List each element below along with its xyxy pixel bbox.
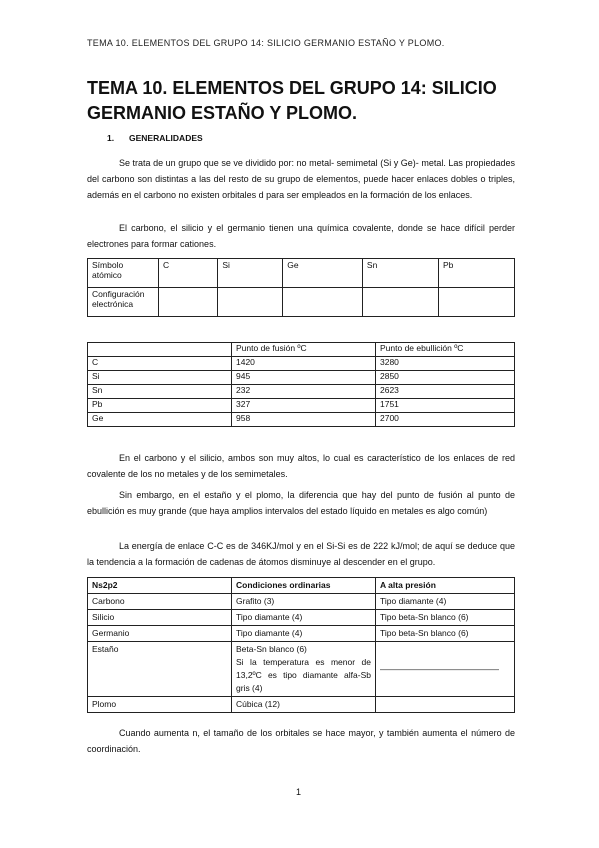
table-header-cell <box>88 343 232 357</box>
table-cell: —————————————— <box>376 642 515 697</box>
paragraph-tin-lead: Sin embargo, en el estaño y el plomo, la diferencia que hay del punto de fusión al punto de ebullición es muy grande (que haya amplios intervalos del estado líquido en metales es algo común) <box>87 490 515 516</box>
table-cell: Si <box>218 259 283 288</box>
table-cell: Tipo beta-Sn blanco (6) <box>376 610 515 626</box>
table-cell: Sn <box>362 259 438 288</box>
table-cell <box>362 288 438 317</box>
table-cell <box>283 288 363 317</box>
table-cell: 958 <box>232 413 376 427</box>
paragraph-orbitals: Cuando aumenta n, el tamaño de los orbitales se hace mayor, y también aumenta el número de coordinación. <box>87 728 515 754</box>
table-cell: 232 <box>232 385 376 399</box>
table-cell: 327 <box>232 399 376 413</box>
table-header-row <box>88 343 515 357</box>
table-cell: Plomo <box>88 697 232 713</box>
table-cell: Configuración electrónica <box>88 288 159 317</box>
table-cell <box>218 288 283 317</box>
table-cell: Carbono <box>88 594 232 610</box>
melting-boiling-table <box>87 342 515 427</box>
symbols-table <box>87 258 515 317</box>
table-row <box>88 642 515 697</box>
table-cell: Ge <box>283 259 363 288</box>
table-row <box>88 594 515 610</box>
table-row <box>88 259 515 288</box>
table-cell: Germanio <box>88 626 232 642</box>
section-heading <box>107 133 203 143</box>
table-header-cell: Condiciones ordinarias <box>232 578 376 594</box>
table-cell: 1420 <box>232 357 376 371</box>
table-header-cell: Punto de ebullición ºC <box>376 343 515 357</box>
table-cell: Grafito (3) <box>232 594 376 610</box>
table-cell: Tipo beta-Sn blanco (6) <box>376 626 515 642</box>
table-cell: Si <box>88 371 232 385</box>
structure-table <box>87 577 515 713</box>
table-cell: 2850 <box>376 371 515 385</box>
table-cell: Estaño <box>88 642 232 697</box>
table-cell: Sn <box>88 385 232 399</box>
table-row <box>88 413 515 427</box>
paragraph-high-points: En el carbono y el silicio, ambos son muy altos, lo cual es característico de los enlaces de red covalente de los no metales y de los semimetales. <box>87 453 515 479</box>
table-cell: Pb <box>438 259 514 288</box>
table-row <box>88 610 515 626</box>
table-header-row <box>88 578 515 594</box>
table-cell: C <box>159 259 218 288</box>
table-row <box>88 288 515 317</box>
table-cell <box>438 288 514 317</box>
table-row <box>88 385 515 399</box>
document-title: TEMA 10. ELEMENTOS DEL GRUPO 14: SILICIO GERMANIO ESTAÑO Y PLOMO. <box>87 78 497 123</box>
table-cell <box>376 697 515 713</box>
paragraph-covalent: El carbono, el silicio y el germanio tienen una química covalente, donde se hace difícil perder electrones para formar cationes. <box>87 223 515 249</box>
table-row <box>88 697 515 713</box>
table-cell: 2700 <box>376 413 515 427</box>
table-cell: Pb <box>88 399 232 413</box>
cell-line: Beta-Sn blanco (6) <box>236 644 307 654</box>
table-cell: Tipo diamante (4) <box>376 594 515 610</box>
page-number: 1 <box>296 787 302 797</box>
table-cell: 1751 <box>376 399 515 413</box>
table-header-cell: Ns2p2 <box>88 578 232 594</box>
table-cell: Símbolo atómico <box>88 259 159 288</box>
table-cell: Tipo diamante (4) <box>232 626 376 642</box>
cell-note: Si la temperatura es menor de 13,2ºC es tipo diamante alfa-Sb gris (4) <box>236 657 371 693</box>
table-header-cell: Punto de fusión ºC <box>232 343 376 357</box>
table-cell: C <box>88 357 232 371</box>
table-cell: 2623 <box>376 385 515 399</box>
table-cell: 3280 <box>376 357 515 371</box>
table-cell: 945 <box>232 371 376 385</box>
running-header: TEMA 10. ELEMENTOS DEL GRUPO 14: SILICIO GERMANIO ESTAÑO Y PLOMO. <box>87 38 445 48</box>
table-cell: Cúbica (12) <box>232 697 376 713</box>
section-number: 1. <box>107 133 115 143</box>
table-cell: Tipo diamante (4) <box>232 610 376 626</box>
table-cell <box>159 288 218 317</box>
table-cell: Ge <box>88 413 232 427</box>
table-header-cell: A alta presión <box>376 578 515 594</box>
table-cell <box>232 642 376 697</box>
paragraph-bond-energy: La energía de enlace C-C es de 346KJ/mol y en el Si-Si es de 222 kJ/mol; de aquí se deduce que la tendencia a la formación de cadenas de átomos disminuye al descender en el grupo. <box>87 541 515 567</box>
section-title: GENERALIDADES <box>129 133 203 143</box>
table-cell: Silicio <box>88 610 232 626</box>
paragraph-intro: Se trata de un grupo que se ve dividido por: no metal- semimetal (Si y Ge)- metal. Las propiedades del carbono son distintas a las del resto de su grupo de elementos, puede hacer enlaces dobles o triples, además en el carbono no existen orbitales d para ser empleados en la formación de los enlaces. <box>87 158 515 200</box>
table-row <box>88 357 515 371</box>
table-row <box>88 626 515 642</box>
table-row <box>88 371 515 385</box>
table-row <box>88 399 515 413</box>
